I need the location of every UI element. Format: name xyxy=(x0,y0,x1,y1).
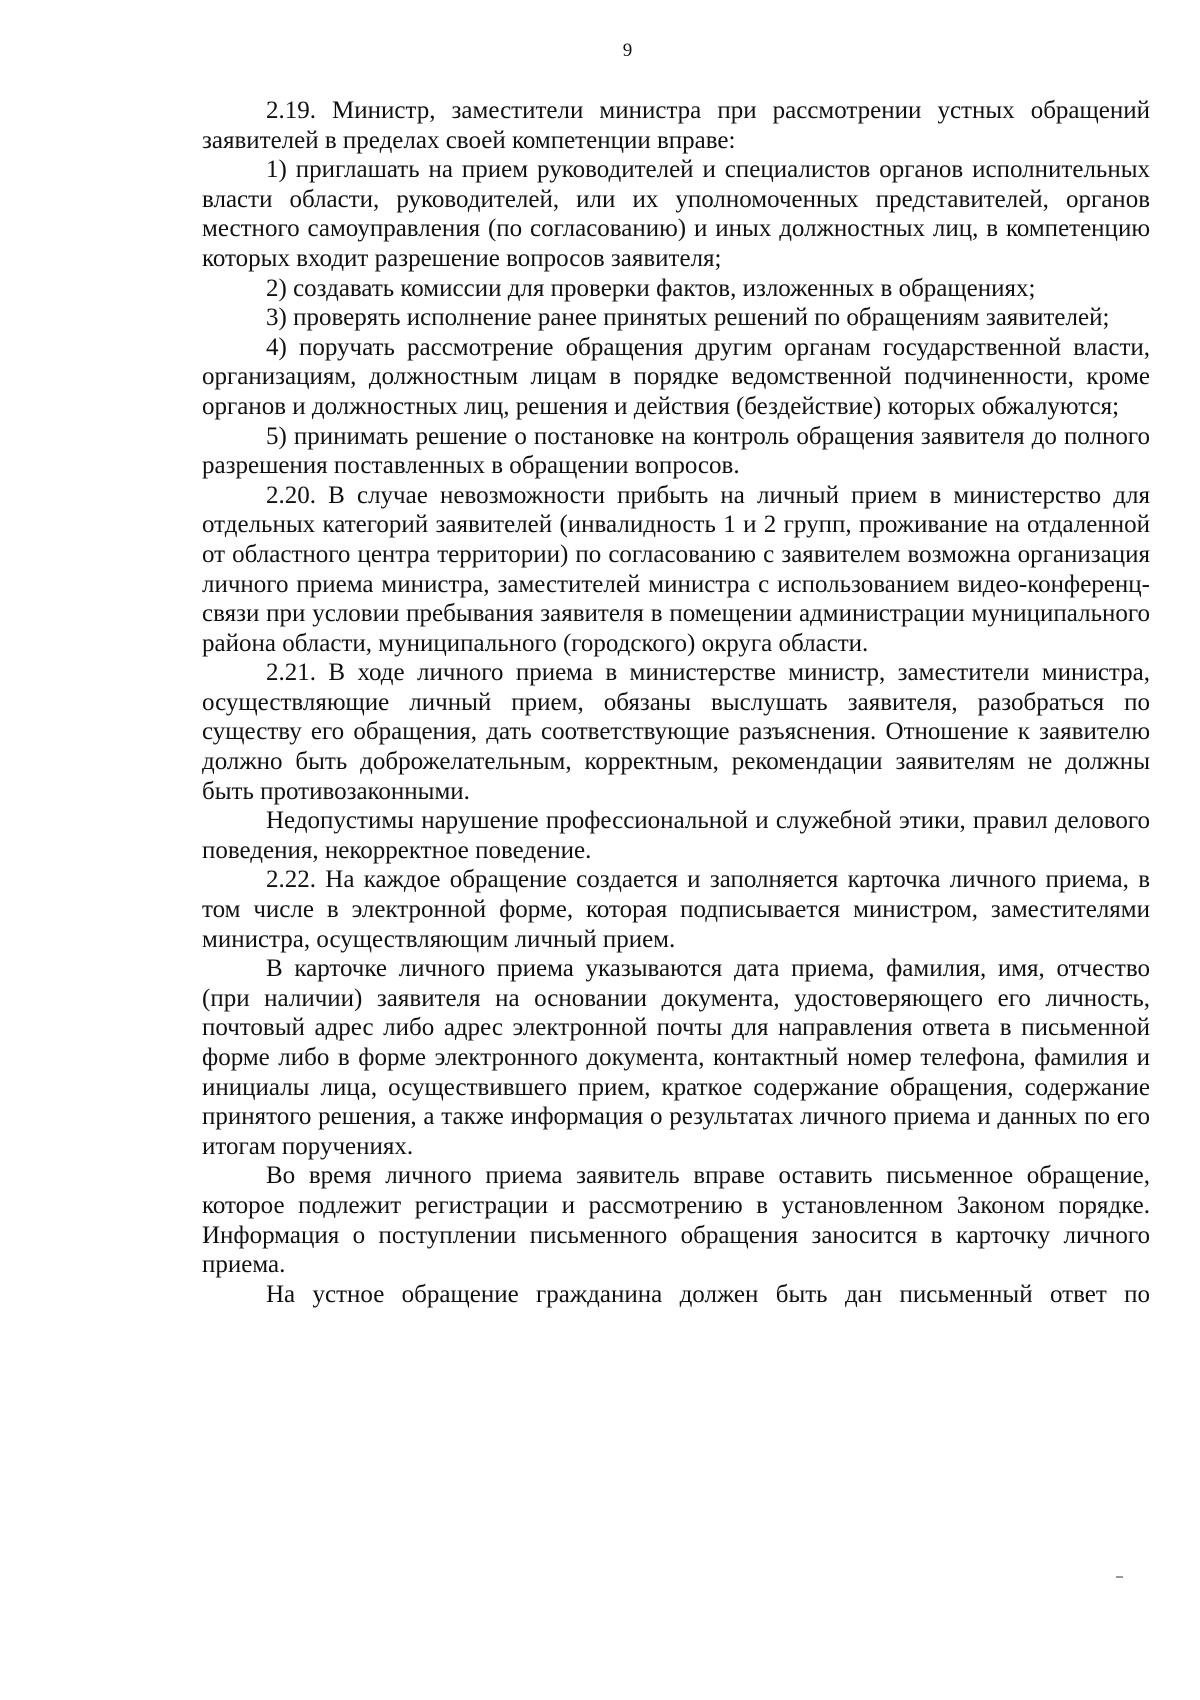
list-item-3: 3) проверять исполнение ранее принятых решений по обращениям заявителей; xyxy=(266,304,1110,332)
paragraph-2-22: 2.22. На каждое обращение создается и заполняется карточка личного приема, в том числе в электронной форме, которая подписывается министром, заместителями министра, осуществляющим личный прием. xyxy=(202,866,1150,953)
list-item-2: 2) создавать комиссии для проверки фактов, изложенных в обращениях; xyxy=(266,274,1036,302)
list-item-1: 1) приглашать на прием руководителей и специалистов органов исполнительных власти области, руководителей, или их уполномоченных представителей, органов местного самоуправления (по согласованию) и иных должностных лиц, в компетенцию которых входит разрешение вопросов заявителя; xyxy=(202,156,1150,272)
paragraph-2-19: 2.19. Министр, заместители министра при рассмотрении устных обращений заявителей в пределах своей компетенции вправе: xyxy=(202,97,1150,154)
paragraph-2-20: 2.20. В случае невозможности прибыть на личный прием в министерство для отдельных категорий заявителей (инвалидность 1 и 2 групп, проживание на отдаленной от областного центра территории) по согласованию с заявителем возможна организация личного приема министра, заместителей министра с использованием видео-конференц-связи при условии пребывания заявителя в помещении администрации муниципального района области, муниципального (городского) округа области. xyxy=(202,481,1150,657)
page-number: 9 xyxy=(622,40,633,61)
paragraph-written-appeal: Во время личного приема заявитель вправе оставить письменное обращение, которое подлежит регистрации и рассмотрению в установленном Законом порядке. Информация о поступлении письменного обращения заносится в карточку личного приема. xyxy=(202,1162,1150,1279)
paragraph-oral-appeal: На устное обращение гражданина должен быть дан письменный ответ по xyxy=(266,1280,1150,1308)
paragraph-2-21: 2.21. В ходе личного приема в министерстве министр, заместители министра, осуществляющие личный прием, обязаны выслушать заявителя, разобраться по существу его обращения, дать соответствующие разъяснения. Отношение к заявителю должно быть доброжелательным, корректным, рекомендации заявителям не должны быть противозаконными. xyxy=(202,659,1150,805)
paragraph-ethics: Недопустимы нарушение профессиональной и служебной этики, правил делового поведения, некорректное поведение. xyxy=(202,807,1150,864)
list-item-4: 4) поручать рассмотрение обращения другим органам государственной власти, организациям, должностным лицам в порядке ведомственной подчиненности, кроме органов и должностных лиц, решения и действия (бездействие) которых обжалуются; xyxy=(202,333,1150,420)
list-item-5: 5) принимать решение о постановке на контроль обращения заявителя до полного разрешения поставленных в обращении вопросов. xyxy=(202,422,1150,480)
scan-mark xyxy=(1116,1576,1123,1578)
paragraph-card-contents: В карточке личного приема указываются дата приема, фамилия, имя, отчество (при наличии) заявителя на основании документа, удостоверяющего его личность, почтовый адрес либо адрес электронной почты для направления ответа в письменной форме либо в форме электронного документа, контактный номер телефона, фамилия и инициалы лица, осуществившего прием, краткое содержание обращения, содержание принятого решения, а также информация о результатах личного приема и данных по его итогам поручениях. xyxy=(202,955,1150,1160)
document-body xyxy=(202,96,1150,1309)
